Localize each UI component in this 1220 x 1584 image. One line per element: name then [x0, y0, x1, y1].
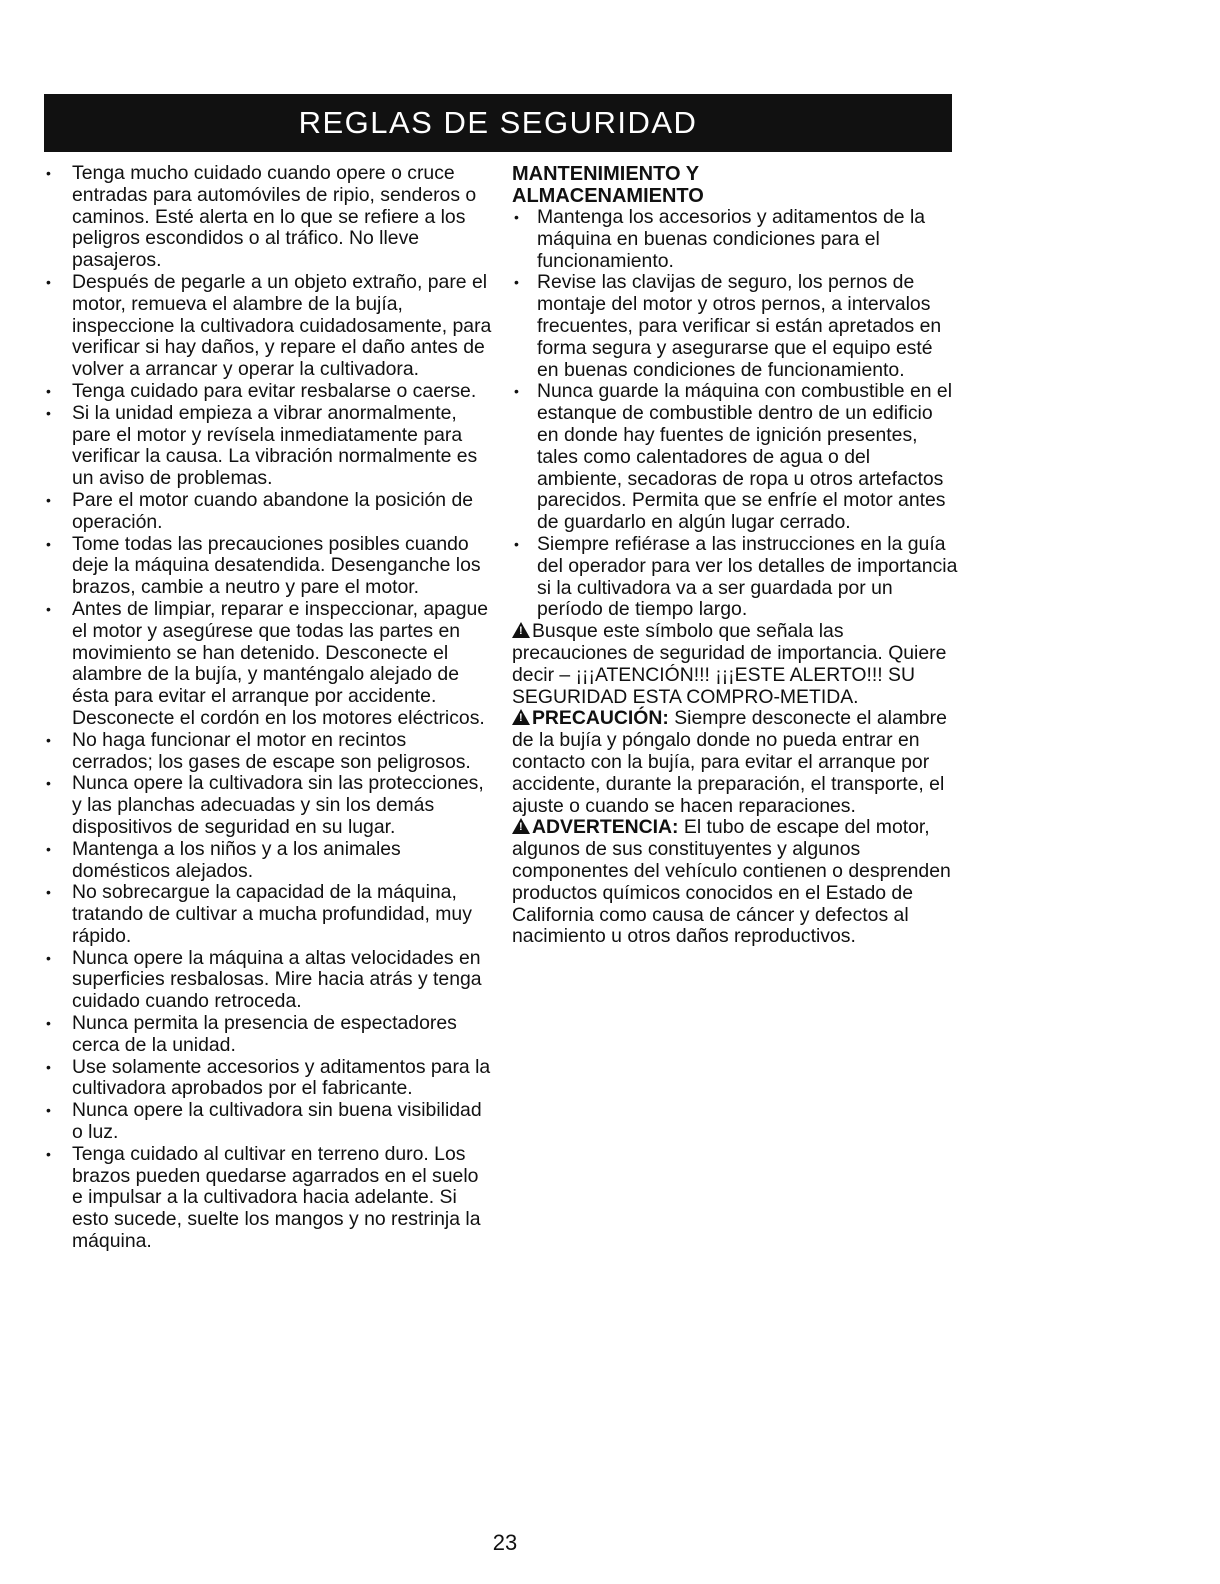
list-item: • Mantenga los accesorios y aditamentos de la máquina en buenas condiciones para el funcionamiento.	[512, 207, 958, 272]
list-item: • Si la unidad empieza a vibrar anormalmente, pare el motor y revísela inmediatamente para verificar la causa. La vibración normalmente es un aviso de problemas.	[44, 403, 492, 490]
list-item: • Después de pegarle a un objeto extraño, pare el motor, remueva el alambre de la bujía, inspeccione la cultivadora cuidadosamente, para verificar si hay daños, y repare el daño antes de volver a arrancar y operar la cultivadora.	[44, 272, 492, 381]
list-item: • Tenga mucho cuidado cuando opere o cruce entradas para automóviles de ripio, senderos o caminos. Esté alerta en lo que se refiere a los peligros escondidos o al tráfico. No lleve pasajeros.	[44, 163, 492, 272]
list-item: • Nunca guarde la máquina con combustible en el estanque de combustible dentro de un edificio en donde hay fuentes de ignición presentes, tales como calentadores de agua o del ambiente, secadoras de ropa u otros artefactos parecidos. Permita que se enfríe el motor antes de guardarlo en algún lugar cerrado.	[512, 381, 958, 534]
maintenance-heading	[512, 163, 958, 207]
warning-note	[512, 817, 958, 948]
maintenance-list	[512, 207, 958, 621]
list-item: • Use solamente accesorios y aditamentos para la cultivadora aprobados por el fabricante.	[44, 1057, 492, 1101]
caution-label: PRECAUCIÓN:	[532, 707, 669, 730]
list-item: • No sobrecargue la capacidad de la máquina, tratando de cultivar a mucha profundidad, muy rápido.	[44, 882, 492, 947]
list-item: • Antes de limpiar, reparar e inspeccionar, apague el motor y asegúrese que todas las partes en movimiento se han detenido. Desconecte el alambre de la bujía, y manténgalo alejado de ésta para evitar el arranque por accidente. Desconecte el cordón en los motores eléctricos.	[44, 599, 492, 730]
list-item: • Nunca permita la presencia de espectadores cerca de la unidad.	[44, 1013, 492, 1057]
list-item: • Mantenga a los niños y a los animales domésticos alejados.	[44, 839, 492, 883]
list-item: • Nunca opere la cultivadora sin las protecciones, y las planchas adecuadas y sin los demás dispositivos de seguridad en su lugar.	[44, 773, 492, 838]
section-title-banner	[44, 94, 952, 152]
section-title: REGLAS DE SEGURIDAD	[298, 105, 698, 140]
safety-rules-list	[44, 163, 492, 1253]
list-item: • Nunca opere la cultivadora sin buena visibilidad o luz.	[44, 1100, 492, 1144]
heading-line: ALMACENAMIENTO	[512, 185, 704, 207]
list-item: • Revise las clavijas de seguro, los pernos de montaje del motor y otros pernos, a intervalos frecuentes, para verificar si están apretados en forma segura y asegurarse que el equipo esté en buenas condiciones de funcionamiento.	[512, 272, 958, 381]
caution-note	[512, 708, 958, 817]
page-number: 23	[492, 1530, 518, 1555]
right-column	[512, 163, 958, 948]
warning-label: ADVERTENCIA:	[532, 816, 679, 839]
left-column	[44, 163, 492, 1253]
list-item: • Nunca opere la máquina a altas velocidades en superficies resbalosas. Mire hacia atrás y tenga cuidado cuando retroceda.	[44, 948, 492, 1013]
warning-triangle-icon	[512, 818, 530, 834]
list-item: • Pare el motor cuando abandone la posición de operación.	[44, 490, 492, 534]
symbol-note-text: Busque este símbolo que señala las precauciones de seguridad de importancia. Quiere decir – ¡¡¡ATENCIÓN!!! ¡¡¡ESTE ALERTO!!! SU SEGURIDAD ESTA COMPRO-METIDA.	[512, 620, 947, 708]
warning-triangle-icon	[512, 709, 530, 725]
caution-text: Siempre desconecte el alambre de la bujía y póngalo donde no pueda entrar en contacto con la bujía, para evitar el arranque por accidente, durante la preparación, el transporte, el ajuste o cuando se hacen reparaciones.	[512, 707, 947, 817]
list-item: • Tenga cuidado para evitar resbalarse o caerse.	[44, 381, 492, 403]
list-item: • Tome todas las precauciones posibles cuando deje la máquina desatendida. Desenganche los brazos, cambie a neutro y pare el motor.	[44, 534, 492, 599]
warning-text: El tubo de escape del motor, algunos de sus constituyentes y algunos componentes del vehículo contienen o desprenden productos químicos conocidos en el Estado de California como causa de cáncer y defectos al nacimiento u otros daños reproductivos.	[512, 816, 951, 948]
list-item: • No haga funcionar el motor en recintos cerrados; los gases de escape son peligrosos.	[44, 730, 492, 774]
warning-triangle-icon	[512, 622, 530, 638]
list-item: • Siempre refiérase a las instrucciones en la guía del operador para ver los detalles de importancia si la cultivadora va a ser guardada por un período de tiempo largo.	[512, 534, 958, 621]
heading-line: MANTENIMIENTO Y	[512, 163, 700, 185]
list-item: • Tenga cuidado al cultivar en terreno duro. Los brazos pueden quedarse agarrados en el suelo e impulsar a la cultivadora hacia adelante. Si esto sucede, suelte los mangos y no restrinja la máquina.	[44, 1144, 492, 1253]
symbol-note	[512, 621, 958, 708]
